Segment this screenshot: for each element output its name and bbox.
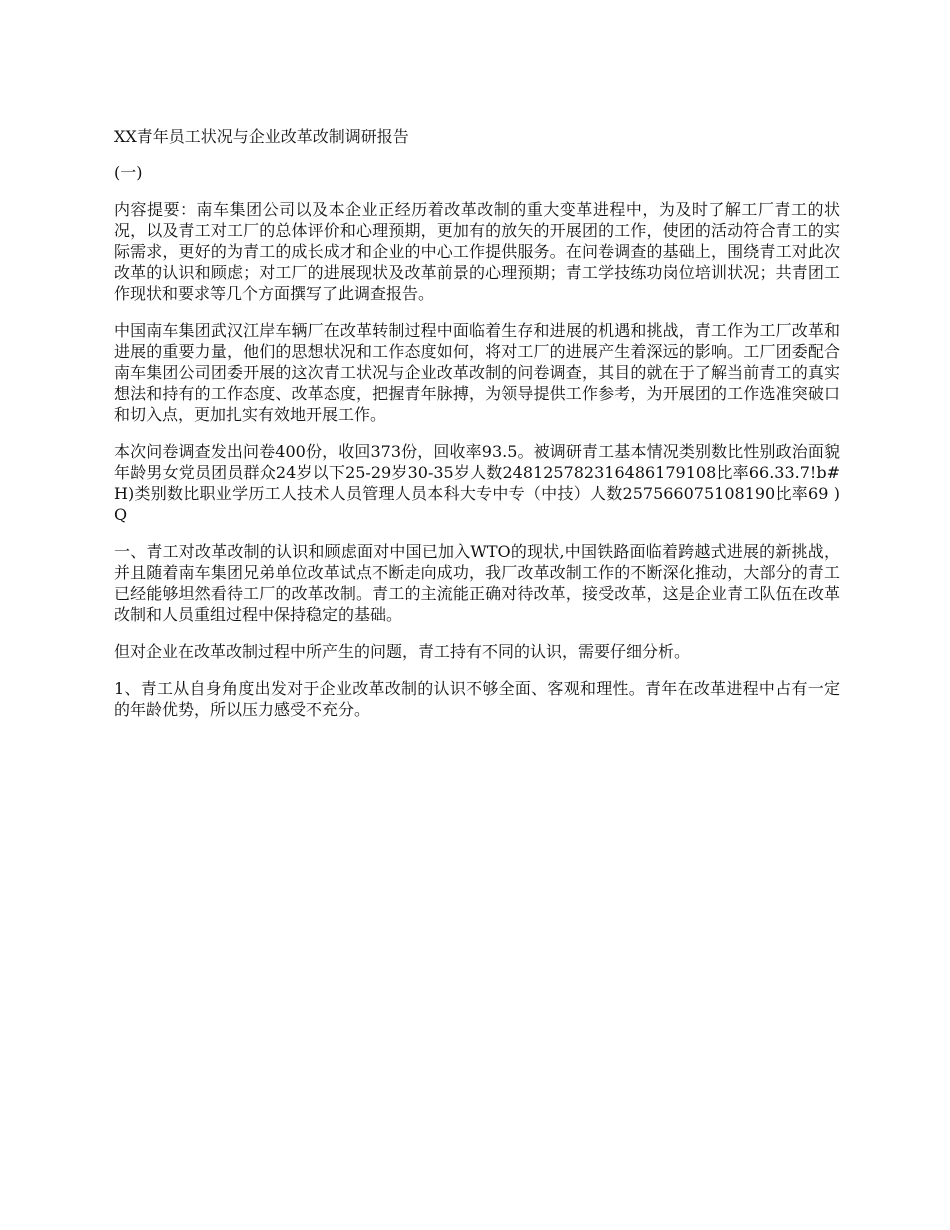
paragraph-abstract: 内容提要：南车集团公司以及本企业正经历着改革改制的重大变革进程中，为及时了解工厂青工的状况，以及青工对工厂的总体评价和心理预期，更加有的放矢的开展团的工作，使团的活动符合青工的实际需求，更好的为青工的成长成才和企业的中心工作提供服务。在问卷调查的基础上，围绕青工对此次改革的认识和顾虑；对工厂的进展现状及改革前景的心理预期；青工学技练功岗位培训状况；共青团工作现状和要求等几个方面撰写了此调查报告。 — [114, 200, 840, 303]
paragraph-section-one: 一、青工对改革改制的认识和顾虑面对中国已加入WTO的现状,中国铁路面临着跨越式进展的新挑战，并且随着南车集团兄弟单位改革试点不断走向成功，我厂改革改制工作的不断深化推动，大部分的青工已经能够坦然看待工厂的改革改制。青工的主流能正确对待改革，接受改革，这是企业青工队伍在改革改制和人员重组过程中保持稳定的基础。 — [114, 542, 840, 624]
paragraph-point-one: 1、青工从自身角度出发对于企业改革改制的认识不够全面、客观和理性。青年在改革进程中占有一定的年龄优势，所以压力感受不充分。 — [114, 679, 840, 719]
document-title: XX青年员工状况与企业改革改制调研报告 — [114, 127, 409, 146]
document-page — [114, 126, 840, 736]
paragraph-background: 中国南车集团武汉江岸车辆厂在改革转制过程中面临着生存和进展的机遇和挑战，青工作为工厂改革和进展的重要力量，他们的思想状况和工作态度如何，将对工厂的进展产生着深远的影响。工厂团委配合南车集团公司团委开展的这次青工状况与企业改革改制的问卷调查，其目的就在于了解当前青工的真实想法和持有的工作态度、改革态度，把握青年脉搏，为领导提供工作参考，为开展团的工作选准突破口和切入点，更加扎实有效地开展工作。 — [114, 321, 840, 424]
paragraph-survey-stats: 本次问卷调查发出问卷400份，收回373份，回收率93.5。被调研青工基本情况类别数比性别政治面貌年龄男女党员团员群众24岁以下25-29岁30-35岁人数248125782316486179108比率66.33.7!b#H)类别数比职业学历工人技术人员管理人员本科大专中专（中技）人数257566075108190比率69 )Q — [114, 442, 840, 524]
section-marker: (一) — [114, 163, 143, 182]
paragraph-problems: 但对企业在改革改制过程中所产生的问题，青工持有不同的认识，需要仔细分析。 — [114, 642, 691, 661]
